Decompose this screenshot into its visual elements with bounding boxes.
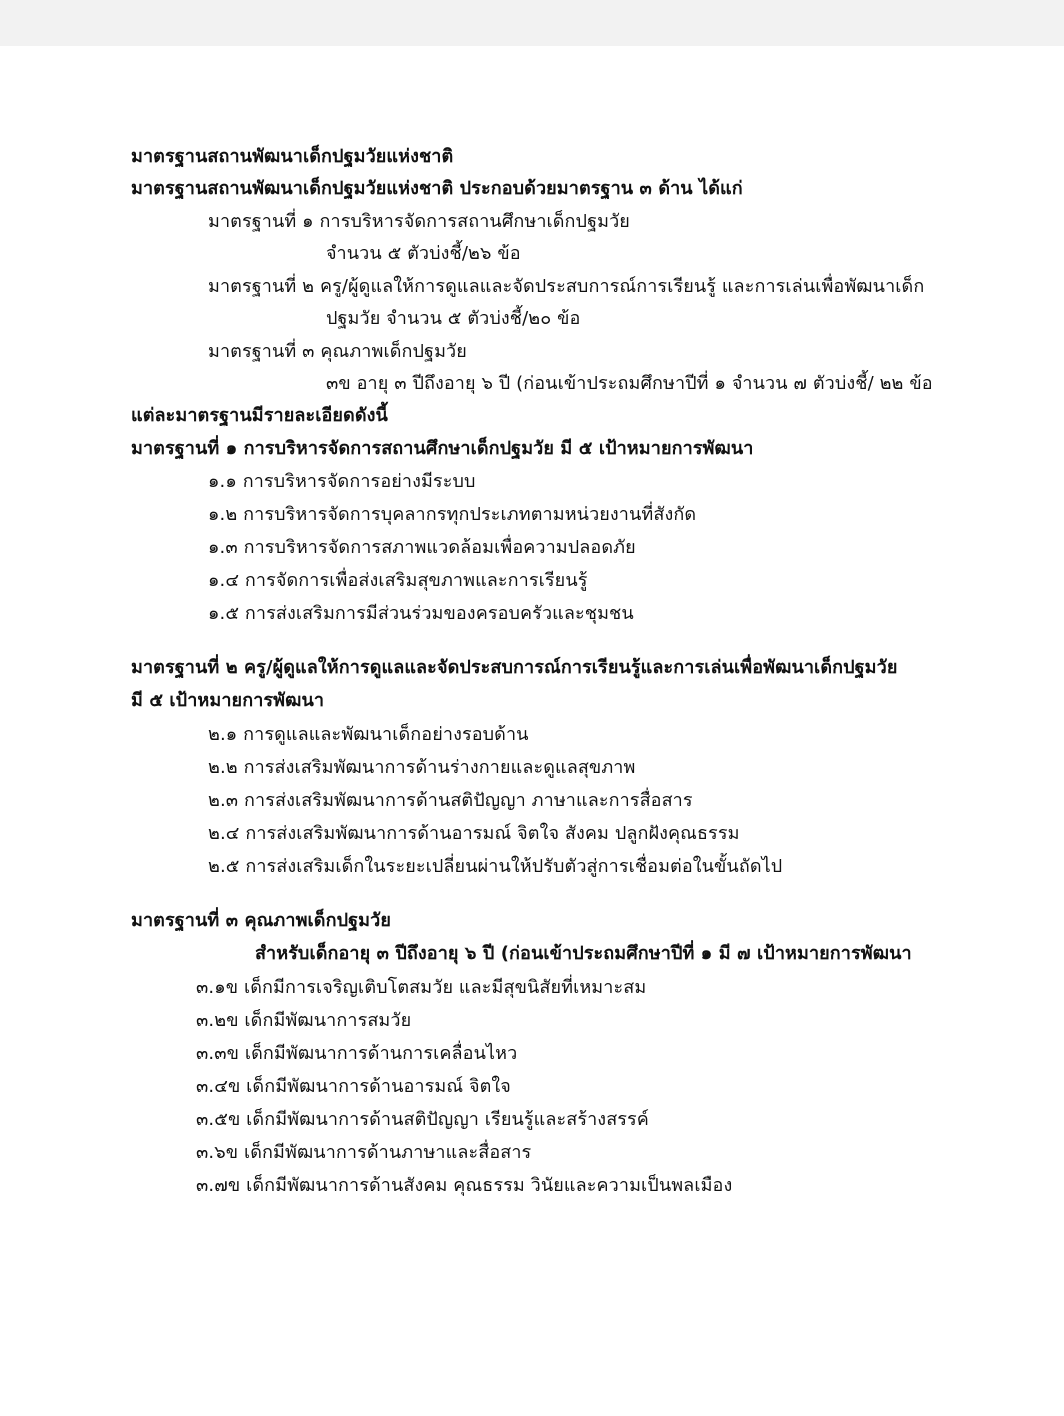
top-bar [0, 0, 1064, 46]
standard-3-item: ๓.๔ข เด็กมีพัฒนาการด้านอารมณ์ จิตใจ [196, 1076, 511, 1097]
summary-standard-2-line-2: ปฐมวัย จำนวน ๕ ตัวบ่งชี้/๒๐ ข้อ [326, 308, 581, 329]
standard-3-item: ๓.๗ข เด็กมีพัฒนาการด้านสังคม คุณธรรม วินัยและความเป็นพลเมือง [196, 1175, 733, 1196]
standard-3-heading: มาตรฐานที่ ๓ คุณภาพเด็กปฐมวัย [131, 910, 391, 931]
standard-3-item: ๓.๑ข เด็กมีการเจริญเติบโตสมวัย และมีสุขนิสัยที่เหมาะสม [196, 977, 647, 998]
standard-2-heading-line-2: มี ๕ เป้าหมายการพัฒนา [131, 690, 325, 711]
standard-1-item: ๑.๑ การบริหารจัดการอย่างมีระบบ [208, 471, 476, 492]
standard-1-item: ๑.๓ การบริหารจัดการสภาพแวดล้อมเพื่อความปลอดภัย [208, 537, 636, 558]
summary-standard-2-line-1: มาตรฐานที่ ๒ ครู/ผู้ดูแลให้การดูแลและจัดประสบการณ์การเรียนรู้ และการเล่นเพื่อพัฒนาเด็ก [208, 276, 925, 297]
details-intro: แต่ละมาตรฐานมีรายละเอียดดังนี้ [131, 405, 388, 426]
standard-3-item: ๓.๒ข เด็กมีพัฒนาการสมวัย [196, 1010, 412, 1031]
standard-2-item: ๒.๓ การส่งเสริมพัฒนาการด้านสติปัญญา ภาษาและการสื่อสาร [208, 790, 693, 811]
summary-standard-3-line-2: ๓ข อายุ ๓ ปีถึงอายุ ๖ ปี (ก่อนเข้าประถมศึกษาปีที่ ๑ จำนวน ๗ ตัวบ่งชี้/ ๒๒ ข้อ [326, 373, 933, 394]
standard-1-heading: มาตรฐานที่ ๑ การบริหารจัดการสถานศึกษาเด็กปฐมวัย มี ๕ เป้าหมายการพัฒนา [131, 438, 754, 459]
standard-1-item: ๑.๕ การส่งเสริมการมีส่วนร่วมของครอบครัวและชุมชน [208, 603, 634, 624]
standard-1-item: ๑.๒ การบริหารจัดการบุคลากรทุกประเภทตามหน่วยงานที่สังกัด [208, 504, 697, 525]
standard-3-item: ๓.๖ข เด็กมีพัฒนาการด้านภาษาและสื่อสาร [196, 1142, 532, 1163]
standard-3-item: ๓.๕ข เด็กมีพัฒนาการด้านสติปัญญา เรียนรู้และสร้างสรรค์ [196, 1109, 649, 1130]
standard-2-item: ๒.๑ การดูแลและพัฒนาเด็กอย่างรอบด้าน [208, 724, 529, 745]
standard-3-subheading: สำหรับเด็กอายุ ๓ ปีถึงอายุ ๖ ปี (ก่อนเข้าประถมศึกษาปีที่ ๑ มี ๗ เป้าหมายการพัฒนา [255, 943, 912, 964]
standard-3-item: ๓.๓ข เด็กมีพัฒนาการด้านการเคลื่อนไหว [196, 1043, 518, 1064]
standard-1-item: ๑.๔ การจัดการเพื่อส่งเสริมสุขภาพและการเรียนรู้ [208, 570, 588, 591]
document-page [0, 46, 1064, 1416]
summary-standard-1-line-1: มาตรฐานที่ ๑ การบริหารจัดการสถานศึกษาเด็กปฐมวัย [208, 211, 630, 232]
document-intro: มาตรฐานสถานพัฒนาเด็กปฐมวัยแห่งชาติ ประกอบด้วยมาตรฐาน ๓ ด้าน ได้แก่ [131, 178, 743, 199]
summary-standard-1-line-2: จำนวน ๕ ตัวบ่งชี้/๒๖ ข้อ [326, 243, 521, 264]
standard-2-heading-line-1: มาตรฐานที่ ๒ ครู/ผู้ดูแลให้การดูแลและจัดประสบการณ์การเรียนรู้และการเล่นเพื่อพัฒนาเด็กปฐมวัย [131, 657, 898, 678]
summary-standard-3-line-1: มาตรฐานที่ ๓ คุณภาพเด็กปฐมวัย [208, 341, 467, 362]
document-title: มาตรฐานสถานพัฒนาเด็กปฐมวัยแห่งชาติ [131, 146, 454, 167]
standard-2-item: ๒.๕ การส่งเสริมเด็กในระยะเปลี่ยนผ่านให้ปรับตัวสู่การเชื่อมต่อในขั้นถัดไป [208, 856, 783, 877]
standard-2-item: ๒.๒ การส่งเสริมพัฒนาการด้านร่างกายและดูแลสุขภาพ [208, 757, 636, 778]
standard-2-item: ๒.๔ การส่งเสริมพัฒนาการด้านอารมณ์ จิตใจ สังคม ปลูกฝังคุณธรรม [208, 823, 740, 844]
